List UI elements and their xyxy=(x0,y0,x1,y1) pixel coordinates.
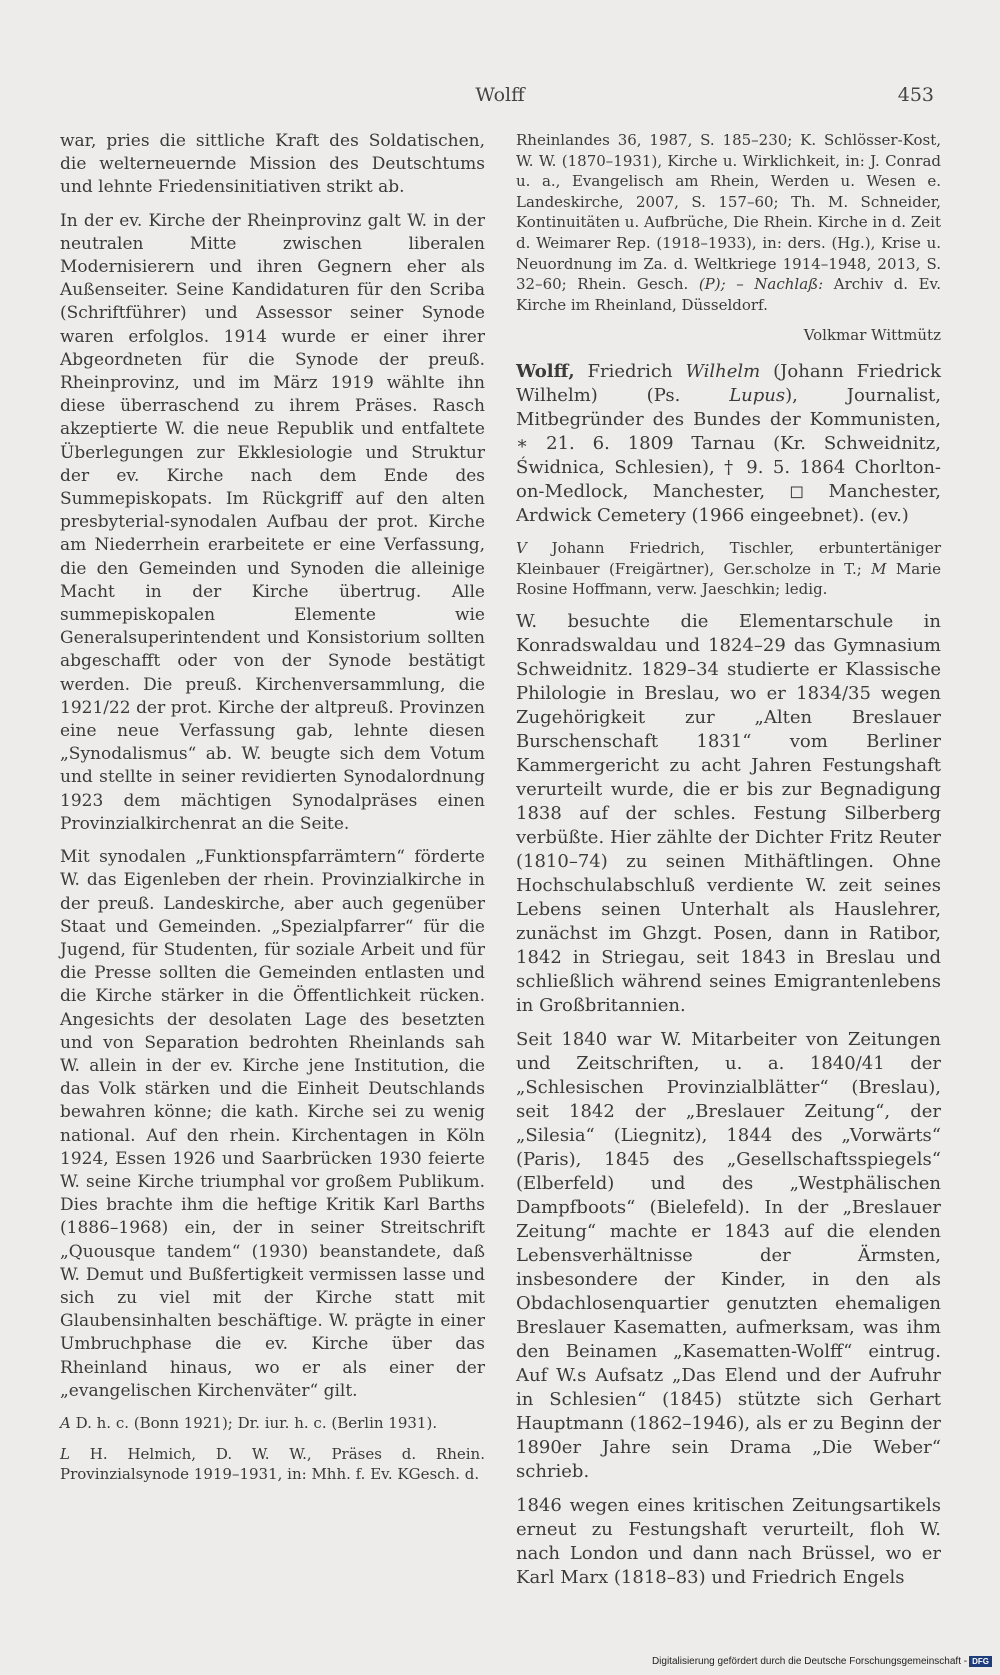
literature-marker: (P); – Nachlaß: xyxy=(698,275,824,294)
entry-given-italic: Wilhelm xyxy=(685,360,761,382)
literature-continued xyxy=(516,130,941,315)
digitization-footer xyxy=(652,1656,992,1667)
paragraph: Mit synodalen „Funktionspfarrämtern“ förderte W. das Eigenleben der rhein. Provinzialkirche in der preuß. Landeskirche, aber auch gegenüber Staat und Gemeinden. „Spezialpfarrer“ für die Jugend, für Studenten, für soziale Arbeit und für die Presse sollten die Gemeinden entlasten und die Kirche stärker in die Öffentlichkeit rücken. Angesichts der desolaten Lage des besetzten und von Separation bedrohten Rheinlands sah W. allein in der ev. Kirche jene Institution, die das Volk stärken und die Einheit Deutschlands bewahren könne; die kath. Kirche sei zu wenig national. Auf den rhein. Kirchentagen in Köln 1924, Essen 1926 und Saarbrücken 1930 feierte W. seine Kirche triumphal vor großem Publikum. Dies brachte ihm die heftige Kritik Karl Barths (1886–1968) ein, der in seiner Streitschrift „Quousque tandem“ (1930) beanstandete, daß W. Demut und Bußfertigkeit vermissen lasse und sich zu viel mit der Kirche statt mit Glaubensinhalten beschäftige. W. prägte in einer Umbruchphase die ev. Kirche über das Rheinland hinaus, wo er als einer der „evangelischen Kirchenväter“ gilt. xyxy=(60,847,485,1401)
literature-marker: L xyxy=(60,1444,70,1463)
honors-marker: A xyxy=(60,1413,71,1432)
page-number: 453 xyxy=(897,84,934,106)
entry-given: Friedrich xyxy=(574,360,686,382)
family-marker: V xyxy=(516,538,527,557)
entry-name: Wolff, xyxy=(516,360,575,382)
paragraph: 1846 wegen eines kritischen Zeitungsartikels erneut zu Festungshaft verurteilt, floh W. nach London und dann nach Brüssel, wo er Karl Marx (1818–83) und Friedrich Engels xyxy=(516,1494,941,1588)
family-marker: M xyxy=(871,559,887,578)
entry-alias: Lupus xyxy=(729,384,786,406)
author-signature: Volkmar Wittmütz xyxy=(803,326,941,345)
footer-text: Digitalisierung gefördert durch die Deutsche Forschungsgemeinschaft - xyxy=(651,1656,968,1667)
family-text: Marie Rosine Hoffmann, verw. Jaeschkin; ledig. xyxy=(516,559,941,599)
running-head: Wolff xyxy=(475,84,525,106)
entry-rest: ), Journalist, Mitbegründer des Bundes der Kommunisten, ∗ 21. 6. 1809 Tarnau (Kr. Schweidnitz, Świdnica, Schlesien), † 9. 5. 1864 Chorlton-on-Medlock, Manchester, ◻ Manchester, Ardwick Cemetery (1966 eingeebnet). (ev.) xyxy=(516,384,942,526)
literature xyxy=(60,1444,485,1485)
family-text: Johann Friedrich, Tischler, erbuntertäniger Kleinbauer (Freigärtner), Ger.scholze in T.; xyxy=(516,538,941,578)
entry-alias-pre: (Johann Friedrick Wilhelm) (Ps. xyxy=(516,360,941,406)
literature-text: H. Helmich, D. W. W., Präses d. Rhein. Provinzialsynode 1919–1931, in: Mhh. f. Ev. KGesch. d. xyxy=(60,1444,485,1484)
left-column xyxy=(60,130,485,1495)
literature-text: Archiv d. Ev. Kirche im Rheinland, Düsseldorf. xyxy=(516,275,941,314)
paragraph: Seit 1840 war W. Mitarbeiter von Zeitungen und Zeitschriften, u. a. 1840/41 der „Schlesischen Provinzialblätter“ (Breslau), seit 1842 der „Breslauer Zeitung“, der „Silesia“ (Liegnitz), 1844 des „Vorwärts“ (Paris), 1845 des „Gesellschaftsspiegels“ (Elberfeld) und des „Westphälischen Dampfboots“ (Bielefeld). In der „Breslauer Zeitung“ machte er 1843 auf die elenden Lebensverhältnisse der Ärmsten, insbesondere der Kinder, in den als Obdachlosenquartier genutzten ehemaligen Breslauer Kasematten, aufmerksam, was ihm den Beinamen „Kasematten-Wolff“ eintrug. Auf W.s Aufsatz „Das Elend und der Aufruhr in Schlesien“ (1845) stützte sich Gerhart Hauptmann (1862–1946), als er zu Beginn der 1890er Jahre sein Drama „Die Weber“ schrieb. xyxy=(516,1028,941,1482)
paragraph: war, pries die sittliche Kraft des Soldatischen, die welterneuernde Mission des Deutschtums und lehnte Friedensinitiativen strikt ab. xyxy=(60,131,485,198)
family xyxy=(516,538,941,600)
paragraph: In der ev. Kirche der Rheinprovinz galt W. in der neutralen Mitte zwischen liberalen Modernisierern und ihren Gegnern eher als Außenseiter. Seine Kandidaturen für den Scriba (Schriftführer) und Assessor seiner Synode waren erfolglos. 1914 wurde er einer ihrer Abgeordneten für die Synode der preuß. Rheinprovinz, und im März 1919 wählte ihn diese überraschend zu ihrem Präses. Rasch akzeptierte W. die neue Republik und entfaltete Überlegungen zur Ekklesiologie und Struktur der ev. Kirche nach dem Ende des Summepiskopats. Im Rückgriff auf den alten presbyterial-synodalen Aufbau der prot. Kirche am Niederrhein erarbeitete er eine Verfassung, die den Gemeinden und Synoden die alleinige Macht in der Kirche übertrug. Alle summepiskopalen Elemente wie Generalsuperintendent und Konsistorium sollten abgeschafft oder von der Synode bestätigt werden. Die preuß. Kirchenversammlung, die 1921/22 der prot. Kirche der altpreuß. Provinzen eine neue Verfassung gab, lehnte diesen „Synodalismus“ ab. W. beugte sich dem Votum und stellte in seiner revidierten Synodalordnung 1923 dem mächtigen Synodalpräses einen Provinzialkirchenrat an die Seite. xyxy=(60,210,485,834)
entry-heading xyxy=(516,360,941,528)
paragraph: W. besuchte die Elementarschule in Konradswaldau und 1824–29 das Gymnasium Schweidnitz. 1829–34 studierte er Klassische Philologie in Breslau, wo er 1834/35 wegen Zugehörigkeit zur „Alten Breslauer Burschenschaft 1831“ vom Berliner Kammergericht zu acht Jahren Festungshaft verurteilt wurde, die er bis zur Begnadigung 1838 auf der schles. Festung Silberberg verbüßte. Hier zählte der Dichter Fritz Reuter (1810–74) zu seinen Mithäftlingen. Ohne Hochschulabschluß verdiente W. zeit seines Lebens seinen Unterhalt als Hauslehrer, zunächst im Ghzgt. Posen, dann in Ratibor, 1842 in Striegau, seit 1843 in Breslau und schließlich während seines Emigrantenlebens in Großbritannien. xyxy=(516,610,941,1016)
honors-text: D. h. c. (Bonn 1921); Dr. iur. h. c. (Berlin 1931). xyxy=(70,1413,438,1432)
honors xyxy=(60,1413,485,1434)
right-column xyxy=(516,130,941,1600)
literature-text: Rheinlandes 36, 1987, S. 185–230; K. Schlösser-Kost, W. W. (1870–1931), Kirche u. Wirklichkeit, in: J. Conrad u. a., Evangelisch am Rhein, Werden u. Wesen e. Landeskirche, 2007, S. 157–60; Th. M. Schneider, Kontinuitäten u. Aufbrüche, Die Rhein. Kirche in d. Zeit d. Weimarer Rep. (1918–1933), in: ders. (Hg.), Krise u. Neuordnung im Za. d. Weltkriege 1914–1948, 2013, S. 32–60; Rhein. Gesch. xyxy=(516,131,941,294)
dfg-logo-icon: DFG xyxy=(969,1656,992,1667)
